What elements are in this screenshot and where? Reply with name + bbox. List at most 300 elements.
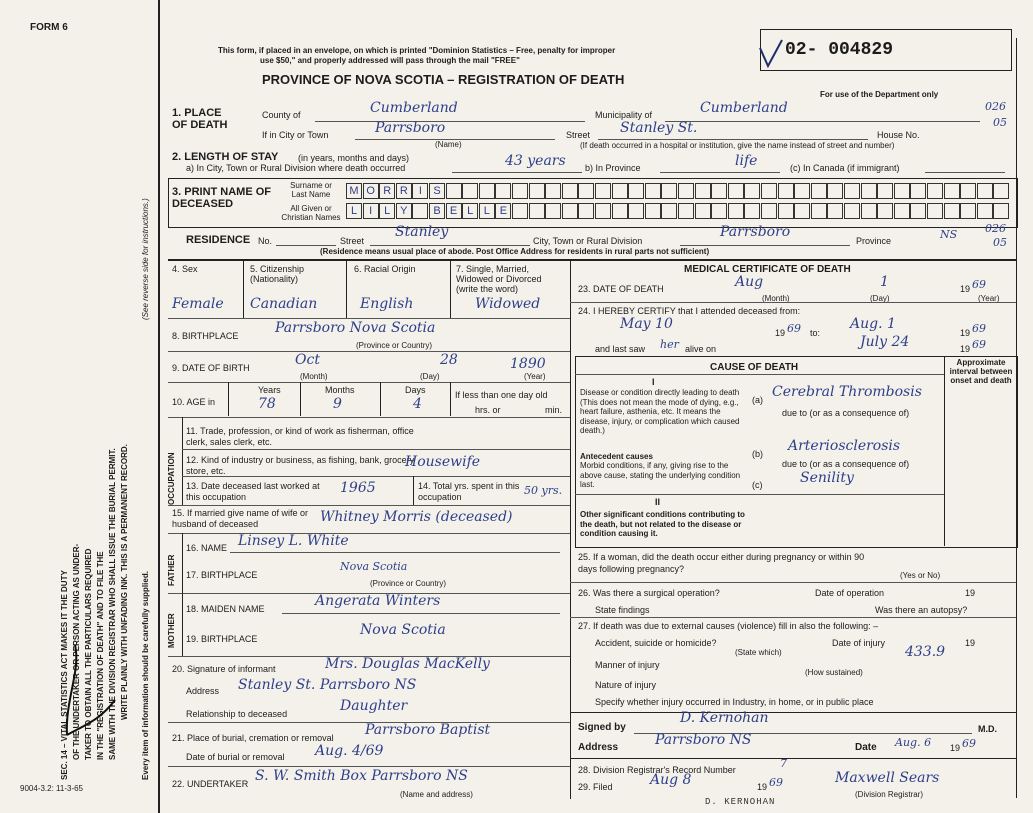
name-letter-cell <box>910 183 926 199</box>
cause-b-value: Arteriosclerosis <box>788 438 901 454</box>
burial-place-label: 21. Place of burial, cremation or removal <box>172 733 334 743</box>
stay-canada-label: (c) In Canada (if immigrant) <box>790 163 900 173</box>
name-letter-cell: L <box>346 203 362 219</box>
page-title: PROVINCE OF NOVA SCOTIA – REGISTRATION OF DEATH <box>262 72 625 87</box>
occupation-side-label: OCCUPATION <box>167 452 176 505</box>
cause-a-label: (a) <box>752 395 763 405</box>
name-letter-cell <box>744 183 760 199</box>
header-note-2: use $50," and properly addressed will pass through the mail "FREE" <box>260 56 520 65</box>
q24-label: 24. I HEREBY CERTIFY that I attended deceased from: <box>578 306 801 316</box>
rule-33 <box>570 582 1016 583</box>
rule-34 <box>570 617 1016 618</box>
house-label: House No. <box>877 130 920 140</box>
rule-32 <box>575 494 944 495</box>
municipality-value: Cumberland <box>700 100 788 116</box>
city-name-hint: (Name) <box>435 140 462 149</box>
yes-no-hint: (Yes or No) <box>900 571 941 580</box>
burial-place-value: Parrsboro Baptist <box>365 722 491 738</box>
to-year-prefix: 19 <box>960 328 971 338</box>
filed-year: 69 <box>769 776 783 789</box>
name-letter-cell <box>479 183 495 199</box>
mother-side-label: MOTHER <box>167 613 176 648</box>
state-findings-label: State findings <box>595 605 650 615</box>
physician-address-value: Parrsboro NS <box>655 732 752 748</box>
spouse-label: 15. If married give name of wife or husband of deceased <box>172 508 309 529</box>
name-letter-cell: E <box>446 203 462 219</box>
undertaker-hint: (Name and address) <box>400 790 473 799</box>
q14-label: 14. Total yrs. spent in this occupation <box>418 481 520 502</box>
name-letter-cell <box>960 183 976 199</box>
disease-label: Disease or condition directly leading to death (This does not mean the mode of dying, e.g., heart failure, asthenia, etc. It means the disease, injury, or complication which caused death.) <box>580 388 740 435</box>
rule-13 <box>450 382 451 416</box>
name-letter-cell <box>661 203 677 219</box>
street-value: Stanley St. <box>620 120 698 136</box>
residence-province-value: NS <box>940 228 958 241</box>
residence-street-label: Street <box>340 236 365 246</box>
name-letter-cell <box>462 183 478 199</box>
rule-17 <box>182 476 570 477</box>
cause-c-value: Senility <box>800 470 854 486</box>
to-label: to: <box>810 328 821 338</box>
length-of-stay-sub: (in years, months and days) <box>298 153 410 163</box>
rule-10 <box>228 382 229 416</box>
sec14-line5: SAME WITH THE DIVISION REGISTRAR WHO SHALL ISSUE THE BURIAL PERMIT. <box>108 448 117 760</box>
q26-label: 26. Was there a surgical operation? <box>578 588 720 598</box>
alive-on-label: alive on <box>685 344 717 354</box>
informant-address-label: Address <box>186 686 220 696</box>
to-year: 69 <box>972 322 986 335</box>
residence-province-label: Province <box>856 236 892 246</box>
from-year-prefix: 19 <box>775 328 786 338</box>
name-letter-cell <box>861 183 877 199</box>
header-note-1: This form, if placed in an envelope, on which is printed "Dominion Statistics – Free, penalty for improper <box>218 46 616 55</box>
residence-city-line <box>680 245 850 246</box>
name-letter-cell: B <box>429 203 445 219</box>
residence-street-value: Stanley <box>395 224 449 240</box>
state-which-hint: (State which) <box>735 648 782 657</box>
rule-35 <box>570 712 1016 713</box>
father-birthplace-label: 17. BIRTHPLACE <box>186 570 258 580</box>
stay-province-value: life <box>735 153 758 169</box>
rule-6 <box>450 259 451 319</box>
rule-31 <box>575 374 944 375</box>
name-letter-cell <box>695 203 711 219</box>
last-saw-label: and last saw <box>595 344 646 354</box>
physician-date-label: Date <box>855 742 877 753</box>
father-birthplace-value: Nova Scotia <box>340 560 408 573</box>
cause-c-label: (c) <box>752 480 763 490</box>
q13-label: 13. Date deceased last worked at this occupation <box>186 481 320 502</box>
name-letter-cell <box>794 183 810 199</box>
county-label: County of <box>262 110 301 120</box>
name-letter-cell <box>595 183 611 199</box>
mother-birthplace-value: Nova Scotia <box>360 622 446 638</box>
attended-to: Aug. 1 <box>850 316 896 332</box>
left-note-1: Every item of information should be carefully supplied. <box>141 571 150 780</box>
sec14-line2: OF THE UNDERTAKER OR PERSON ACTING AS UNDER- <box>72 543 81 760</box>
name-letter-cell <box>794 203 810 219</box>
due-to-1: due to (or as a consequence of) <box>782 408 910 418</box>
rule-19 <box>168 505 570 506</box>
relationship-label: Relationship to deceased <box>186 709 288 719</box>
divider-main <box>168 259 1016 261</box>
injury-date-label: Date of injury <box>832 638 886 648</box>
burial-date-label: Date of burial or removal <box>186 752 285 762</box>
death-month: Aug <box>735 274 764 290</box>
name-letter-cell <box>977 183 993 199</box>
md-label: M.D. <box>978 724 997 734</box>
name-letter-cell <box>529 183 545 199</box>
name-letter-cell <box>910 203 926 219</box>
form-number: FORM 6 <box>30 22 68 33</box>
name-letter-cell: L <box>379 203 395 219</box>
age-years: 78 <box>258 396 276 412</box>
q14-value: 50 yrs. <box>524 484 563 497</box>
name-letter-cell <box>993 203 1009 219</box>
attended-from: May 10 <box>620 316 673 332</box>
rule-24 <box>182 593 183 656</box>
rule-25 <box>282 613 560 614</box>
stay-city-value: 43 years <box>505 153 566 169</box>
q23-label: 23. DATE OF DEATH <box>578 284 664 294</box>
name-letter-cell <box>711 203 727 219</box>
left-margin-rule <box>158 0 160 813</box>
given-names-label: All Given or Christian Names <box>281 204 341 222</box>
cause-a-value: Cerebral Thrombosis <box>772 384 922 400</box>
informant-signature: Mrs. Douglas MacKelly <box>325 656 490 672</box>
rule-7 <box>168 318 570 319</box>
marital-label: 7. Single, Married, Widowed or Divorced (write the word) <box>456 264 542 294</box>
q29-label: 29. Filed <box>578 782 613 792</box>
sec14-line3: TAKER TO OBTAIN ALL THE PARTICULARS REQUIRED <box>84 548 93 760</box>
registrar-signature: Maxwell Sears <box>835 770 940 786</box>
q25-label: 25. If a woman, did the death occur either during pregnancy or within 90 days following pregnancy? <box>578 552 865 574</box>
filed-date: Aug 8 <box>650 772 692 788</box>
years-label: Years <box>258 385 281 395</box>
undertaker-value: S. W. Smith Box Parrsboro NS <box>255 768 468 784</box>
name-letter-cell <box>960 203 976 219</box>
alive-year-prefix: 19 <box>960 344 971 354</box>
hrs-label: hrs. or <box>475 405 501 415</box>
marital-value: Widowed <box>475 296 541 312</box>
name-letter-cell: S <box>429 183 445 199</box>
informant-address-value: Stanley St. Parrsboro NS <box>238 677 417 693</box>
death-month-hint: (Month) <box>762 294 790 303</box>
municipality-line <box>665 121 980 122</box>
death-day-hint: (Day) <box>870 294 890 303</box>
racial-value: English <box>360 296 414 312</box>
name-letter-cell <box>944 183 960 199</box>
physician-year: 69 <box>962 737 976 750</box>
rule-14 <box>168 417 570 418</box>
city-value: Parrsboro <box>375 120 446 136</box>
physician-signature: D. Kernohan <box>680 710 769 726</box>
age-label: 10. AGE in <box>172 397 216 407</box>
residence-street-line <box>370 245 530 246</box>
mother-maiden-value: Angerata Winters <box>315 593 441 609</box>
residence-city-value: Parrsboro <box>720 224 791 240</box>
q27-label: 27. If death was due to external causes (violence) fill in also the following: – <box>578 621 879 631</box>
stay-canada-line <box>925 172 1005 173</box>
rule-20 <box>168 533 570 534</box>
q12-value: Housewife <box>405 454 481 470</box>
name-letter-cell <box>595 203 611 219</box>
dob-day: 28 <box>440 352 458 368</box>
rule-21 <box>182 533 183 593</box>
q13-value: 1965 <box>340 480 376 496</box>
age-months: 9 <box>333 396 342 412</box>
dob-month-hint: (Month) <box>300 372 328 381</box>
rule-15 <box>182 417 183 505</box>
citizenship-label: 5. Citizenship (Nationality) <box>250 264 305 284</box>
name-letter-cell <box>894 183 910 199</box>
name-letter-cell <box>778 183 794 199</box>
name-letter-cell <box>894 203 910 219</box>
name-letter-cell <box>612 203 628 219</box>
signed-by-label: Signed by <box>578 722 626 733</box>
rule-8 <box>168 351 570 352</box>
rule-37 <box>570 758 1016 759</box>
column-divider <box>570 259 571 799</box>
county-line <box>315 121 585 122</box>
stay-province-label: b) In Province <box>585 163 641 173</box>
rule-5 <box>346 259 347 319</box>
classification-code: 433.9 <box>905 644 946 660</box>
name-letter-cell <box>811 203 827 219</box>
length-of-stay-label: 2. LENGTH OF STAY <box>172 151 279 163</box>
sex-value: Female <box>172 296 224 312</box>
birthplace-hint: (Province or Country) <box>356 341 433 350</box>
rule-11 <box>300 382 301 416</box>
mother-birthplace-label: 19. BIRTHPLACE <box>186 634 258 644</box>
accident-label: Accident, suicide or homicide? <box>595 638 717 648</box>
name-letter-cell <box>927 203 943 219</box>
how-sustained-hint: (How sustained) <box>805 668 863 677</box>
birthplace-label: 8. BIRTHPLACE <box>172 331 239 341</box>
name-letter-cell: E <box>495 203 511 219</box>
name-letter-cell <box>495 183 511 199</box>
checkmark-icon <box>756 38 786 70</box>
residence-label: RESIDENCE <box>186 234 251 246</box>
name-letter-cell <box>661 183 677 199</box>
place-of-death-label: 1. PLACE OF DEATH <box>172 107 228 131</box>
name-letter-cell <box>628 183 644 199</box>
q28-label: 28. Division Registrar's Record Number <box>578 765 736 775</box>
rule-18 <box>413 476 414 505</box>
q12-label: 12. Kind of industry or business, as fishing, bank, grocery store, etc. <box>186 455 415 476</box>
dept-code-1: 026 <box>985 100 1006 113</box>
physician-date-value: Aug. 6 <box>895 736 932 749</box>
rule-30 <box>944 356 945 546</box>
operation-year-prefix: 19 <box>965 588 976 598</box>
dob-year: 1890 <box>510 356 546 372</box>
part-i-label: I <box>652 377 655 387</box>
hospital-note: (If death occurred in a hospital or institution, give the name instead of street and number) <box>580 141 895 150</box>
father-side-label: FATHER <box>167 554 176 586</box>
name-letter-cell <box>678 183 694 199</box>
surname-label: Surname or Last Name <box>290 181 332 199</box>
undertaker-label: 22. UNDERTAKER <box>172 779 249 789</box>
antecedent-body: Morbid conditions, if any, giving rise to the above cause, stating the underlying condition last. <box>580 461 741 489</box>
name-letter-cell <box>446 183 462 199</box>
informant-label: 20. Signature of informant <box>172 664 276 674</box>
birthplace-value: Parrsboro Nova Scotia <box>275 320 436 336</box>
dept-code-3: 026 <box>985 222 1006 235</box>
name-letter-cell <box>695 183 711 199</box>
cause-b-label: (b) <box>752 449 763 459</box>
name-letter-cell <box>927 183 943 199</box>
name-letter-cell <box>678 203 694 219</box>
sec14-line4: IN THE "REGISTRATION OF DEATH" AND TO FILE THE <box>96 551 105 760</box>
dept-code-4: 05 <box>993 236 1007 249</box>
citizenship-value: Canadian <box>250 296 318 312</box>
name-letter-cell: O <box>363 183 379 199</box>
name-letter-cell <box>877 203 893 219</box>
name-letter-cell <box>944 203 960 219</box>
physician-address-label: Address <box>578 742 619 753</box>
name-letter-cell <box>412 203 428 219</box>
form-code: 9004-3.2: 11-3-65 <box>20 784 84 793</box>
dob-month: Oct <box>295 352 320 368</box>
other-conditions-label: Other significant conditions contributing to the death, but not related to the disease or condition causing it. <box>580 510 745 538</box>
mother-maiden-label: 18. MAIDEN NAME <box>186 604 265 614</box>
name-letter-cell <box>761 203 777 219</box>
name-letter-cell <box>844 203 860 219</box>
residence-note: (Residence means usual place of abode. Post Office Address for residents in rural parts not sufficient) <box>320 247 710 256</box>
stay-city-line <box>452 172 582 173</box>
name-letter-cell <box>545 203 561 219</box>
residence-city-label: City, Town or Rural Division <box>533 236 643 246</box>
antecedent-title: Antecedent causes <box>580 452 653 461</box>
physician-year-prefix: 19 <box>950 743 961 753</box>
days-label: Days <box>405 385 426 395</box>
name-letter-cell <box>844 183 860 199</box>
residence-no-label: No. <box>258 236 273 246</box>
last-alive-date: July 24 <box>860 334 910 350</box>
name-letter-cell <box>827 203 843 219</box>
name-letter-cell <box>977 203 993 219</box>
county-value: Cumberland <box>370 100 458 116</box>
municipality-label: Municipality of <box>595 110 653 120</box>
rule-12 <box>380 382 381 416</box>
name-letter-cell <box>728 183 744 199</box>
father-name-label: 16. NAME <box>186 543 228 553</box>
name-letter-cell <box>645 183 661 199</box>
sex-label: 4. Sex <box>172 264 198 274</box>
name-letter-cell <box>993 183 1009 199</box>
name-letter-cell <box>578 203 594 219</box>
name-letter-cell <box>761 183 777 199</box>
registration-number: 02- 004829 <box>785 40 894 60</box>
name-letter-cell: I <box>363 203 379 219</box>
residence-no-line <box>276 245 336 246</box>
street-line <box>598 139 868 140</box>
rule-22 <box>230 552 560 553</box>
age-days: 4 <box>413 396 422 412</box>
sec14-line6: WRITE PLAINLY WITH UNFADING INK. THIS IS A PERMANENT RECORD. <box>120 444 129 720</box>
name-letter-cell <box>562 203 578 219</box>
handwritten-mark-icon <box>45 640 125 740</box>
name-letter-cell <box>545 183 561 199</box>
name-letter-cell: I <box>412 183 428 199</box>
rule-16 <box>182 449 570 450</box>
interval-title: Approximate interval between onset and death <box>949 358 1013 385</box>
months-label: Months <box>325 385 355 395</box>
record-number: 7 <box>780 757 787 770</box>
rule-28 <box>168 766 570 767</box>
medical-title: MEDICAL CERTIFICATE OF DEATH <box>684 264 851 275</box>
spouse-value: Whitney Morris (deceased) <box>320 509 513 525</box>
name-letter-cell <box>811 183 827 199</box>
dob-label: 9. DATE OF BIRTH <box>172 363 250 373</box>
name-letter-cell <box>512 203 528 219</box>
nature-label: Nature of injury <box>595 680 657 690</box>
name-letter-cell <box>861 203 877 219</box>
name-letter-cell: R <box>396 183 412 199</box>
stay-province-line <box>660 172 780 173</box>
city-label: If in City or Town <box>262 130 329 140</box>
name-letter-cell <box>578 183 594 199</box>
street-label: Street <box>566 130 591 140</box>
name-letter-cell <box>628 203 644 219</box>
father-birthplace-hint: (Province or Country) <box>370 579 447 588</box>
name-letter-cell: R <box>379 183 395 199</box>
racial-label: 6. Racial Origin <box>354 264 416 274</box>
name-letter-cell <box>728 203 744 219</box>
dob-year-hint: (Year) <box>524 372 546 381</box>
name-letter-cell <box>744 203 760 219</box>
sec14-line1: SEC. 14 – VITAL STATISTICS ACT MAKES IT THE DUTY <box>60 570 69 780</box>
physician-stamp: D. KERNOHAN <box>705 797 776 807</box>
registrar-hint: (Division Registrar) <box>855 790 924 799</box>
from-year: 69 <box>787 322 801 335</box>
name-letter-cell <box>711 183 727 199</box>
relationship-value: Daughter <box>340 698 408 714</box>
name-letter-cell <box>529 203 545 219</box>
name-letter-cell <box>512 183 528 199</box>
less-than-day-label: If less than one day old <box>455 390 548 400</box>
last-saw-who: her <box>660 338 679 351</box>
name-letter-cell: M <box>346 183 362 199</box>
alive-year: 69 <box>972 338 986 351</box>
name-letter-cell: L <box>479 203 495 219</box>
due-to-2: due to (or as a consequence of) <box>782 459 910 469</box>
dept-code-2: 05 <box>993 116 1007 129</box>
death-year-hint: (Year) <box>978 294 1000 303</box>
name-letter-cell: L <box>462 203 478 219</box>
father-name-value: Linsey L. White <box>238 533 349 549</box>
injury-year-prefix: 19 <box>965 638 976 648</box>
rule-4 <box>243 259 244 319</box>
name-letter-cell <box>827 183 843 199</box>
burial-date-value: Aug. 4/69 <box>315 743 384 759</box>
name-letter-cell <box>562 183 578 199</box>
death-year-prefix: 19 <box>960 284 971 294</box>
death-year: 69 <box>972 278 986 291</box>
dob-day-hint: (Day) <box>420 372 440 381</box>
department-use-label: For use of the Department only <box>820 90 939 99</box>
name-letter-cell <box>877 183 893 199</box>
left-note-2: (See reverse side for instructions.) <box>141 198 150 320</box>
name-letter-cell <box>645 203 661 219</box>
stay-city-label: a) In City, Town or Rural Division where death occurred <box>186 163 406 173</box>
min-label: min. <box>545 405 563 415</box>
rule-29 <box>570 302 1016 303</box>
name-letter-cell <box>612 183 628 199</box>
q11-label: 11. Trade, profession, or kind of work as fisherman, office clerk, sales clerk, etc. <box>186 426 414 447</box>
death-day: 1 <box>880 274 889 290</box>
name-section-label: 3. PRINT NAME OF DECEASED <box>172 186 272 210</box>
